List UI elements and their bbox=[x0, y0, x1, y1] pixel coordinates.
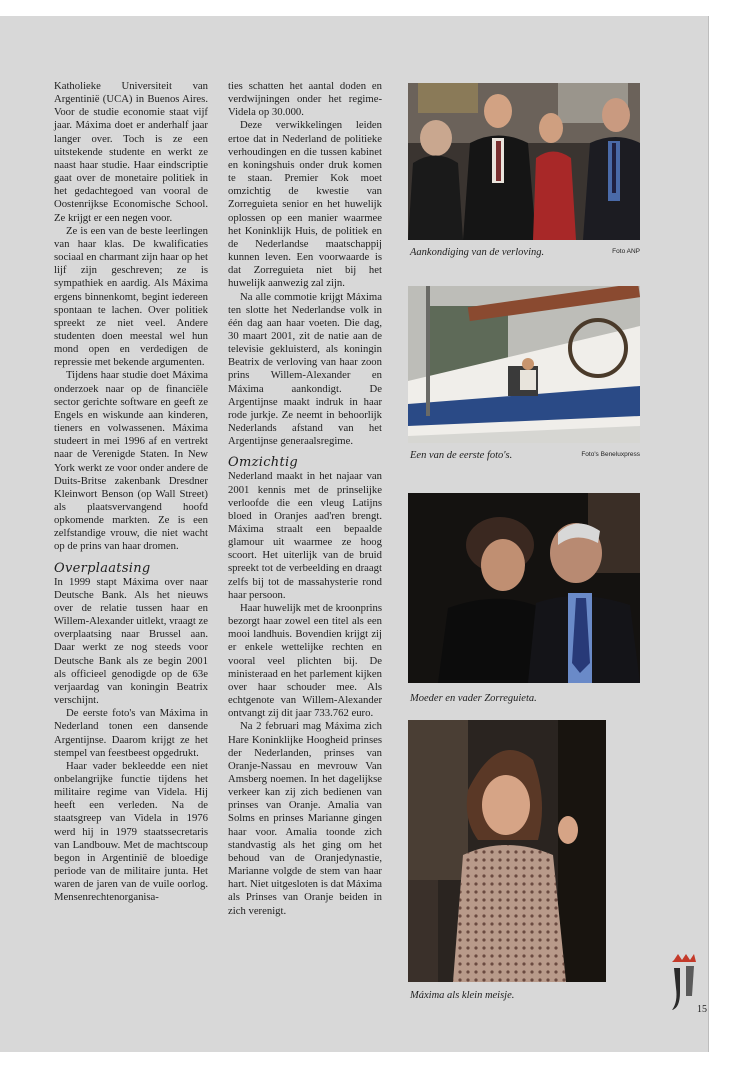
paragraph: ties schatten het aantal doden en verdwijningen onder het regime-Videla op 30.000. bbox=[228, 80, 382, 119]
paragraph: Haar vader bekleedde een niet onbelangrijke functie tijdens het militaire regime van Videla. Hij heeft een verleden. Na de staatsgreep van Videla in 1976 werd hij in 1979 staatssecretaris van Landbouw. Met de machtscoup begon in Argentinië de bloedige periode van de militaire junta. Het waren de jaren van de vuile oorlog. Mensenrechtenorganisa- bbox=[54, 759, 208, 904]
heading-overplaatsing: Overplaatsing bbox=[54, 560, 151, 576]
paragraph: Haar huwelijk met de kroonprins bezorgt haar zowel een titel als een mooi landhuis. Bovendien krijgt zij er enkele wettelijke rechten en vooral veel plichten bij. De ministeraad en het parlement kijken over haar schouder mee. Als echtgenote van Willem-Alexander ontvangt zij dit jaar 733.762 euro. bbox=[228, 601, 382, 720]
paragraph: Na alle commotie krijgt Máxima ten slotte het Nederlandse volk in één dag aan haar voeten. Die dag, 30 maart 2001, zit de natie aan de televisie gekluisterd, als koningin Beatrix de verloving van haar zoon prins Willem-Alexander en Máxima aankondigt. De Argentijnse maakt indruk in haar rode jurkje. Ze neemt in behoorlijk Nederlands afstand van het Argentijnse generaalsregime. bbox=[228, 290, 382, 448]
page-edge bbox=[708, 16, 738, 1052]
paragraph: Tijdens haar studie doet Máxima onderzoek naar op de financiële sector gerichte software en geeft ze Engels en wiskunde aan kinderen, tieners en volwassenen. Máxima studeert in mei 1996 af en vertrekt naar de Verenigde Staten. In New York werkt ze voor onder andere de Duits-Britse zakenbank Dresdner Kleinwort Benson (op Wall Street) als plaatsvervangend hoofd opkomende markten. Ze is een zelfstandige vrouw, die niet wacht op de prins van haar dromen. bbox=[54, 369, 208, 553]
photo-credit: Foto ANP bbox=[612, 248, 640, 255]
caption-text: Máxima als klein meisje. bbox=[410, 990, 515, 1001]
page-number: 15 bbox=[697, 1004, 707, 1015]
caption-text: Een van de eerste foto's. bbox=[410, 450, 513, 461]
photo-parents-zorreguieta bbox=[408, 493, 640, 683]
caption-photo-4 bbox=[410, 990, 640, 1001]
paragraph: Katholieke Universiteit van Argentinië (UCA) in Buenos Aires. Voor de studie economie staat vijf jaar. Máxima doet er anderhalf jaar langer over. Toch is ze een uitstekende studente en werkt ze naast haar studie. Haar eindscriptie gaat over de monetaire politiek in het gedachtegoed van vooral de Oostenrijkse Economische School. Ze krijgt er een negen voor. bbox=[54, 80, 208, 224]
paragraph: In 1999 stapt Máxima over naar Deutsche Bank. Als het nieuws over de relatie tussen haar en Willem-Alexander uitlekt, vraagt ze overplaatsing naar Brussel aan. Daar werkt ze nog steeds voor Deutsche Bank als ze begin 2001 als officieel genodigde op de 63e verjaardag van koningin Beatrix verschijnt. bbox=[54, 575, 208, 707]
heading-omzichtig: Omzichtig bbox=[228, 455, 299, 471]
paragraph: De eerste foto's van Máxima in Nederland tonen een dansende Argentijnse. Daarom krijgt ze het stempel van feestbeest opgedrukt. bbox=[54, 707, 208, 759]
paragraph: Deze verwikkelingen leiden ertoe dat in Nederland de politieke verhoudingen en die tussen kabinet en koningshuis onder druk komen te staan. Premier Kok moet omzichtig de kwestie van Zorreguieta senior en het huwelijk oplossen op een manier waarmee het Koninklijk Huis, de politiek en de Nederlandse maatschappij kunnen leven. Een voorwaarde is dat Zorreguieta niet bij het huwelijk aanwezig zal zijn. bbox=[228, 119, 382, 290]
paragraph: Na 2 februari mag Máxima zich Hare Koninklijke Hoogheid prinses der Nederlanden, prinses van Oranje-Nassau en mevrouw Van Amsberg noemen. In het dagelijkse verkeer kan zij zich bedienen van prinses van Oranje. Amalia van Solms en prinses Marianne gingen haar voor. Amalia toonde zich standvastig als het ging om het behoud van de Oranjedynastie, Marianne volgde de stem van haar hart. Niet uitgesloten is dat Máxima als Prinses van Oranje beiden in zich verenigt. bbox=[228, 720, 382, 917]
article-column-2 bbox=[228, 80, 382, 918]
caption-photo-1 bbox=[410, 247, 640, 258]
paragraph: Nederland maakt in het najaar van 2001 kennis met de prinselijke verloofde die een vleug Latijns bloed in Oranjes aad'ren brengt. Máxima straalt een bepaalde glamour uit waarmee ze hoog scoort. Het uiterlijk van de bruid spreekt tot de verbeelding en draagt zelfs bij tot de massahysterie rond haar persoon. bbox=[228, 470, 382, 601]
caption-photo-3 bbox=[410, 693, 640, 704]
photo-engagement-announcement bbox=[408, 83, 640, 240]
paragraph: Ze is een van de beste leerlingen van haar klas. De kwalificaties sociaal en charmant zijn haar op het lijf zijn geschreven; ze is sympathiek en aardig. Als Máxima ergens binnenkomt, begint iedereen spontaan te lachen. Over politiek spreekt ze niet veel. Andere studenten doen meestal wel hun mond open en verdedigen de repressie met bekende argumenten. bbox=[54, 224, 208, 369]
caption-text: Aankondiging van de verloving. bbox=[410, 247, 545, 258]
photo-maxima-child bbox=[408, 720, 606, 982]
article-column-1 bbox=[54, 80, 208, 905]
photo-credit: Foto's Beneluxpress bbox=[581, 451, 640, 458]
caption-photo-2 bbox=[410, 450, 640, 461]
caption-text: Moeder en vader Zorreguieta. bbox=[410, 693, 537, 704]
photo-boat bbox=[408, 286, 640, 443]
